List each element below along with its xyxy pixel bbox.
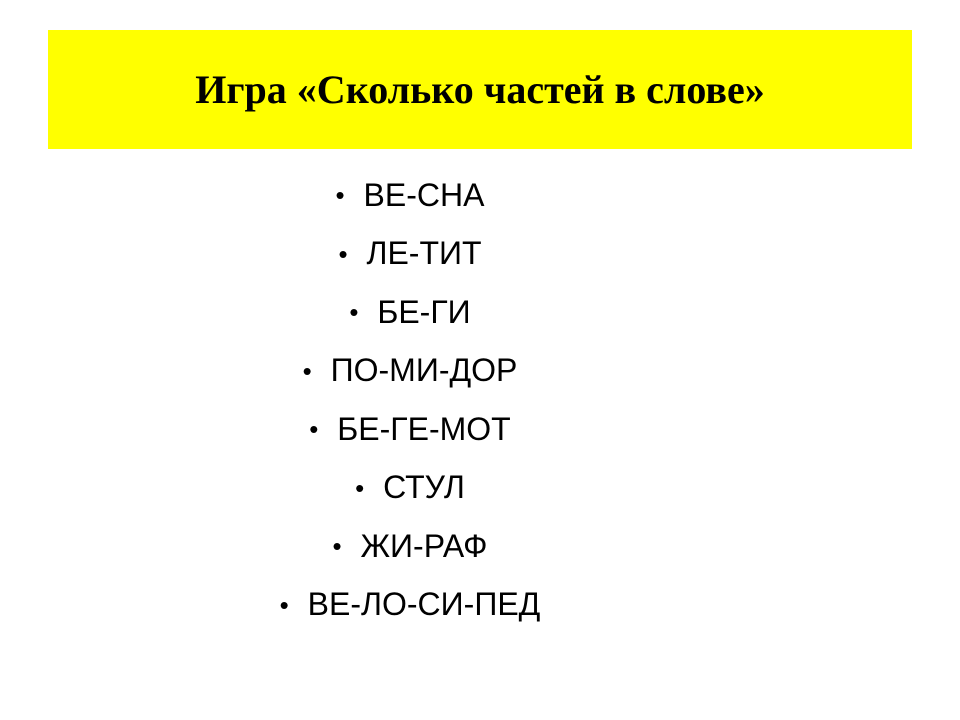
- bullet-icon: •: [349, 297, 359, 328]
- word-text: ЛЕ-ТИТ: [366, 235, 482, 272]
- list-item: [0, 166, 820, 225]
- list-item: [0, 576, 820, 635]
- word-text: ЖИ-РАФ: [360, 527, 488, 564]
- title-band: [48, 30, 912, 149]
- bullet-icon: •: [302, 355, 312, 386]
- word-text: ВЕ-ЛО-СИ-ПЕД: [307, 586, 541, 623]
- word-text: ВЕ-СНА: [363, 176, 485, 213]
- word-list: [0, 166, 820, 634]
- list-item: [0, 342, 820, 401]
- bullet-icon: •: [332, 531, 342, 562]
- bullet-icon: •: [279, 589, 289, 620]
- word-text: БЕ-ГИ: [377, 293, 471, 330]
- list-item: [0, 517, 820, 576]
- bullet-icon: •: [355, 472, 365, 503]
- word-text: ПО-МИ-ДОР: [330, 352, 518, 389]
- word-text: СТУЛ: [383, 469, 465, 506]
- bullet-icon: •: [335, 180, 345, 211]
- word-text: БЕ-ГЕ-МОТ: [337, 410, 511, 447]
- slide-title: Игра «Сколько частей в слове»: [195, 67, 765, 112]
- bullet-icon: •: [338, 238, 348, 269]
- list-item: [0, 283, 820, 342]
- list-item: [0, 400, 820, 459]
- list-item: [0, 225, 820, 284]
- bullet-icon: •: [309, 414, 319, 445]
- list-item: [0, 459, 820, 518]
